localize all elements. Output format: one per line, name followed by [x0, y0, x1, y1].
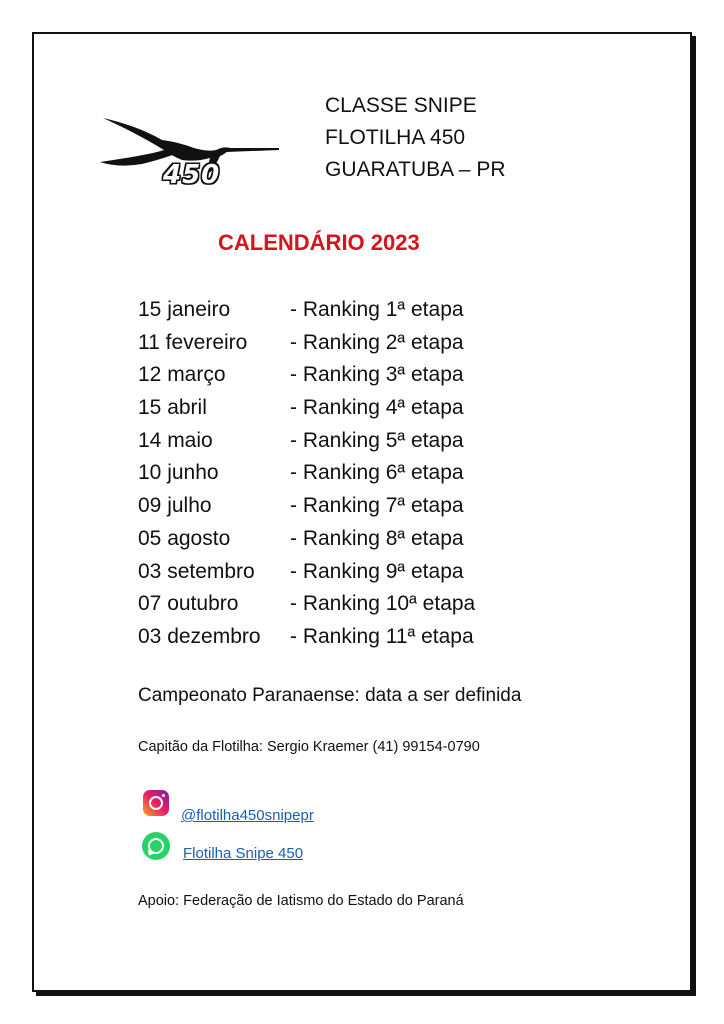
event-date: 03 setembro — [138, 559, 255, 583]
event-name: - Ranking 2ª etapa — [290, 330, 464, 354]
event-name: - Ranking 10ª etapa — [290, 592, 476, 616]
event-name: - Ranking 4ª etapa — [290, 396, 464, 420]
header-location: GUARATUBA – PR — [325, 158, 506, 181]
event-date: 12 março — [138, 363, 226, 387]
header-class: CLASSE SNIPE — [325, 94, 477, 117]
schedule-list — [138, 294, 475, 654]
event-name: - Ranking 8ª etapa — [290, 526, 464, 550]
championship-note: Campeonato Paranaense: data a ser definida — [138, 685, 522, 706]
event-date: 05 agosto — [138, 526, 231, 550]
event-date: 14 maio — [138, 428, 213, 452]
event-name: - Ranking 5ª etapa — [290, 428, 464, 452]
schedule-row — [138, 621, 475, 654]
header-block — [325, 90, 506, 186]
schedule-row — [138, 425, 475, 458]
schedule-row — [138, 359, 475, 392]
event-name: - Ranking 11ª etapa — [290, 624, 474, 648]
event-date: 15 janeiro — [138, 298, 231, 321]
event-name: - Ranking 7ª etapa — [290, 494, 464, 518]
schedule-row — [138, 588, 475, 621]
logo-number: 450 — [163, 160, 221, 190]
event-date: 11 fevereiro — [138, 330, 248, 354]
event-date: 03 dezembro — [138, 624, 261, 648]
sponsor-note: Apoio: Federação de Iatismo do Estado do Paraná — [138, 893, 464, 909]
schedule-row — [138, 556, 475, 589]
instagram-link[interactable]: @flotilha450snipepr — [181, 807, 314, 824]
event-name: - Ranking 6ª etapa — [290, 461, 464, 485]
event-date: 10 junho — [138, 461, 219, 485]
schedule-row — [138, 457, 475, 490]
schedule-row — [138, 327, 475, 360]
event-date: 15 abril — [138, 396, 207, 420]
event-name: - Ranking 1ª etapa — [290, 298, 464, 321]
schedule-row — [138, 294, 475, 327]
calendar-title: CALENDÁRIO 2023 — [218, 230, 420, 255]
whatsapp-icon[interactable] — [142, 832, 170, 860]
whatsapp-link[interactable]: Flotilha Snipe 450 — [183, 845, 304, 862]
event-name: - Ranking 9ª etapa — [290, 559, 464, 583]
schedule-row — [138, 523, 475, 556]
event-date: 07 outubro — [138, 592, 239, 616]
header-fleet: FLOTILHA 450 — [325, 126, 466, 149]
event-name: - Ranking 3ª etapa — [290, 363, 464, 387]
event-date: 09 julho — [138, 494, 212, 518]
instagram-icon[interactable] — [143, 790, 169, 816]
captain-contact: Capitão da Flotilha: Sergio Kraemer (41) 99154-0790 — [138, 739, 480, 755]
schedule-row — [138, 392, 475, 425]
schedule-row — [138, 490, 475, 523]
